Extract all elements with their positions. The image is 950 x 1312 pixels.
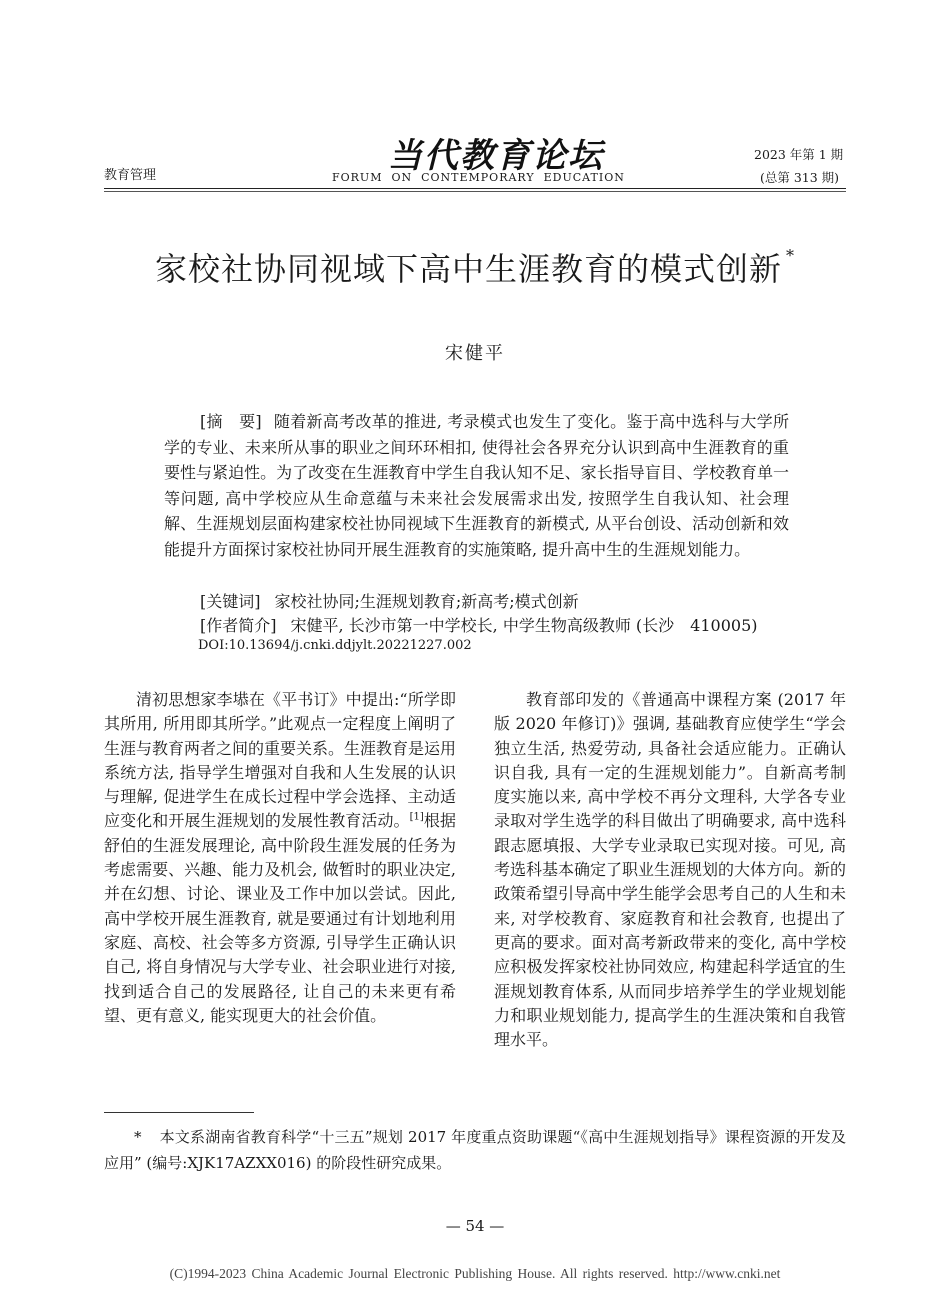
citation-ref: [1] <box>409 812 424 824</box>
body-text-1: 清初思想家李塨在《平书订》中提出:“所学即其所用, 所用即其所学。”此观点一定程度上阐明了生涯与教育两者之间的重要关系。生涯教育是运用系统方法, 指导学生增强对自我和人生发展的认识与理解, 促进学生在成长过程中学会选择、主动适应变化和开展生涯规划的发展性教育活动。 <box>104 690 457 831</box>
body-column-right <box>494 688 846 1052</box>
keywords-label: [关键词] <box>200 592 261 611</box>
abstract-label: [摘 要] <box>200 412 262 431</box>
doi: DOI:10.13694/j.cnki.ddjylt.20221227.002 <box>198 638 472 653</box>
keywords-text: 家校社协同;生涯规划教育;新高考;模式创新 <box>274 592 579 611</box>
author-info-text: 宋健平, 长沙市第一中学校长, 中学生物高级教师 (长沙 410005) <box>290 616 758 635</box>
article-title-text: 家校社协同视域下高中生涯教育的模式创新 <box>154 250 782 288</box>
abstract-text: 随着新高考改革的推进, 考录模式也发生了变化。鉴于高中选科与大学所学的专业、未来所从事的职业之间环环相扣, 使得社会各界充分认识到高中生涯教育的重要性与紧迫性。为了改变在生涯教育中学生自我认知不足、家长指导盲目、学校教育单一等问题, 高中学校应从生命意蕴与未来社会发展需求出发, 按照学生自我认知、社会理解、生涯规划层面构建家校社协同视域下生涯教育的新模式, 从平台创设、活动创新和效能提升方面探讨家校社协同开展生涯教育的实施策略, 提升高中生的生涯规划能力。 <box>164 412 789 559</box>
title-footnote-mark: * <box>786 246 795 265</box>
issue-number: 2023 年第 1 期 <box>754 147 844 162</box>
footnote-rule <box>104 1112 254 1113</box>
body-text-2: 根据舒伯的生涯发展理论, 高中阶段生涯发展的任务为考虑需要、兴趣、能力及机会, 做暂时的职业决定, 并在幻想、讨论、课业及工作中加以尝试。因此, 高中学校开展生涯教育, 就是要通过有计划地利用家庭、高校、社会等多方资源, 引导学生正确认识自己, 将自身情况与大学专业、社会职业进行对接, 找到适合自己的发展路径, 让自己的未来更有希望、更有意义, 能实现更大的社会价值。 <box>104 811 456 1025</box>
header-rule <box>104 188 846 189</box>
journal-english-name: FORUM ON CONTEMPORARY EDUCATION <box>332 171 625 184</box>
footnote-text: 本文系湖南省教育科学“十三五”规划 2017 年度重点资助课题“《高中生涯规划指导》课程资源的开发及应用” (编号:XJK17AZXX016) 的阶段性研究成果。 <box>104 1128 846 1172</box>
header-rule-thin <box>104 191 846 192</box>
author-info-label: [作者简介] <box>200 616 277 635</box>
footnote <box>104 1124 846 1176</box>
total-issue-number: (总第 313 期) <box>760 170 840 185</box>
article-title <box>0 244 950 290</box>
article-author: 宋健平 <box>445 343 505 364</box>
copyright-notice: (C)1994-2023 China Academic Journal Electronic Publishing House. All rights reserved. http://www.cnki.net <box>169 1266 781 1281</box>
page-number: — 54 — <box>445 1217 505 1235</box>
body-paragraph <box>104 688 456 1028</box>
body-column-left <box>104 688 456 1028</box>
body-paragraph: 教育部印发的《普通高中课程方案 (2017 年版 2020 年修订)》强调, 基础教育应使学生“学会独立生活, 热爱劳动, 具备社会适应能力。正确认识自我, 具有一定的生涯规划能力”。自新高考制度实施以来, 高中学校不再分文理科, 大学各专业录取对学生选学的科目做出了明确要求, 高中选科跟志愿填报、大学专业录取已实现对接。可见, 高考选科基本确定了职业生涯规划的大体方向。新的政策希望引导高中学生能学会思考自己的人生和未来, 对学校教育、家庭教育和社会教育, 也提出了更高的要求。面对高考新政带来的变化, 高中学校应积极发挥家校社协同效应, 构建起科学适宜的生涯规划教育体系, 从而同步培养学生的学业规划能力和职业规划能力, 提高学生的生涯决策和自我管理水平。 <box>494 690 847 1050</box>
footnote-mark: * <box>134 1128 142 1146</box>
journal-logo: 当代教育论坛 <box>388 136 604 176</box>
author-info-line <box>200 613 758 636</box>
section-label: 教育管理 <box>104 168 157 183</box>
abstract <box>164 409 789 563</box>
keywords-line <box>200 589 579 612</box>
